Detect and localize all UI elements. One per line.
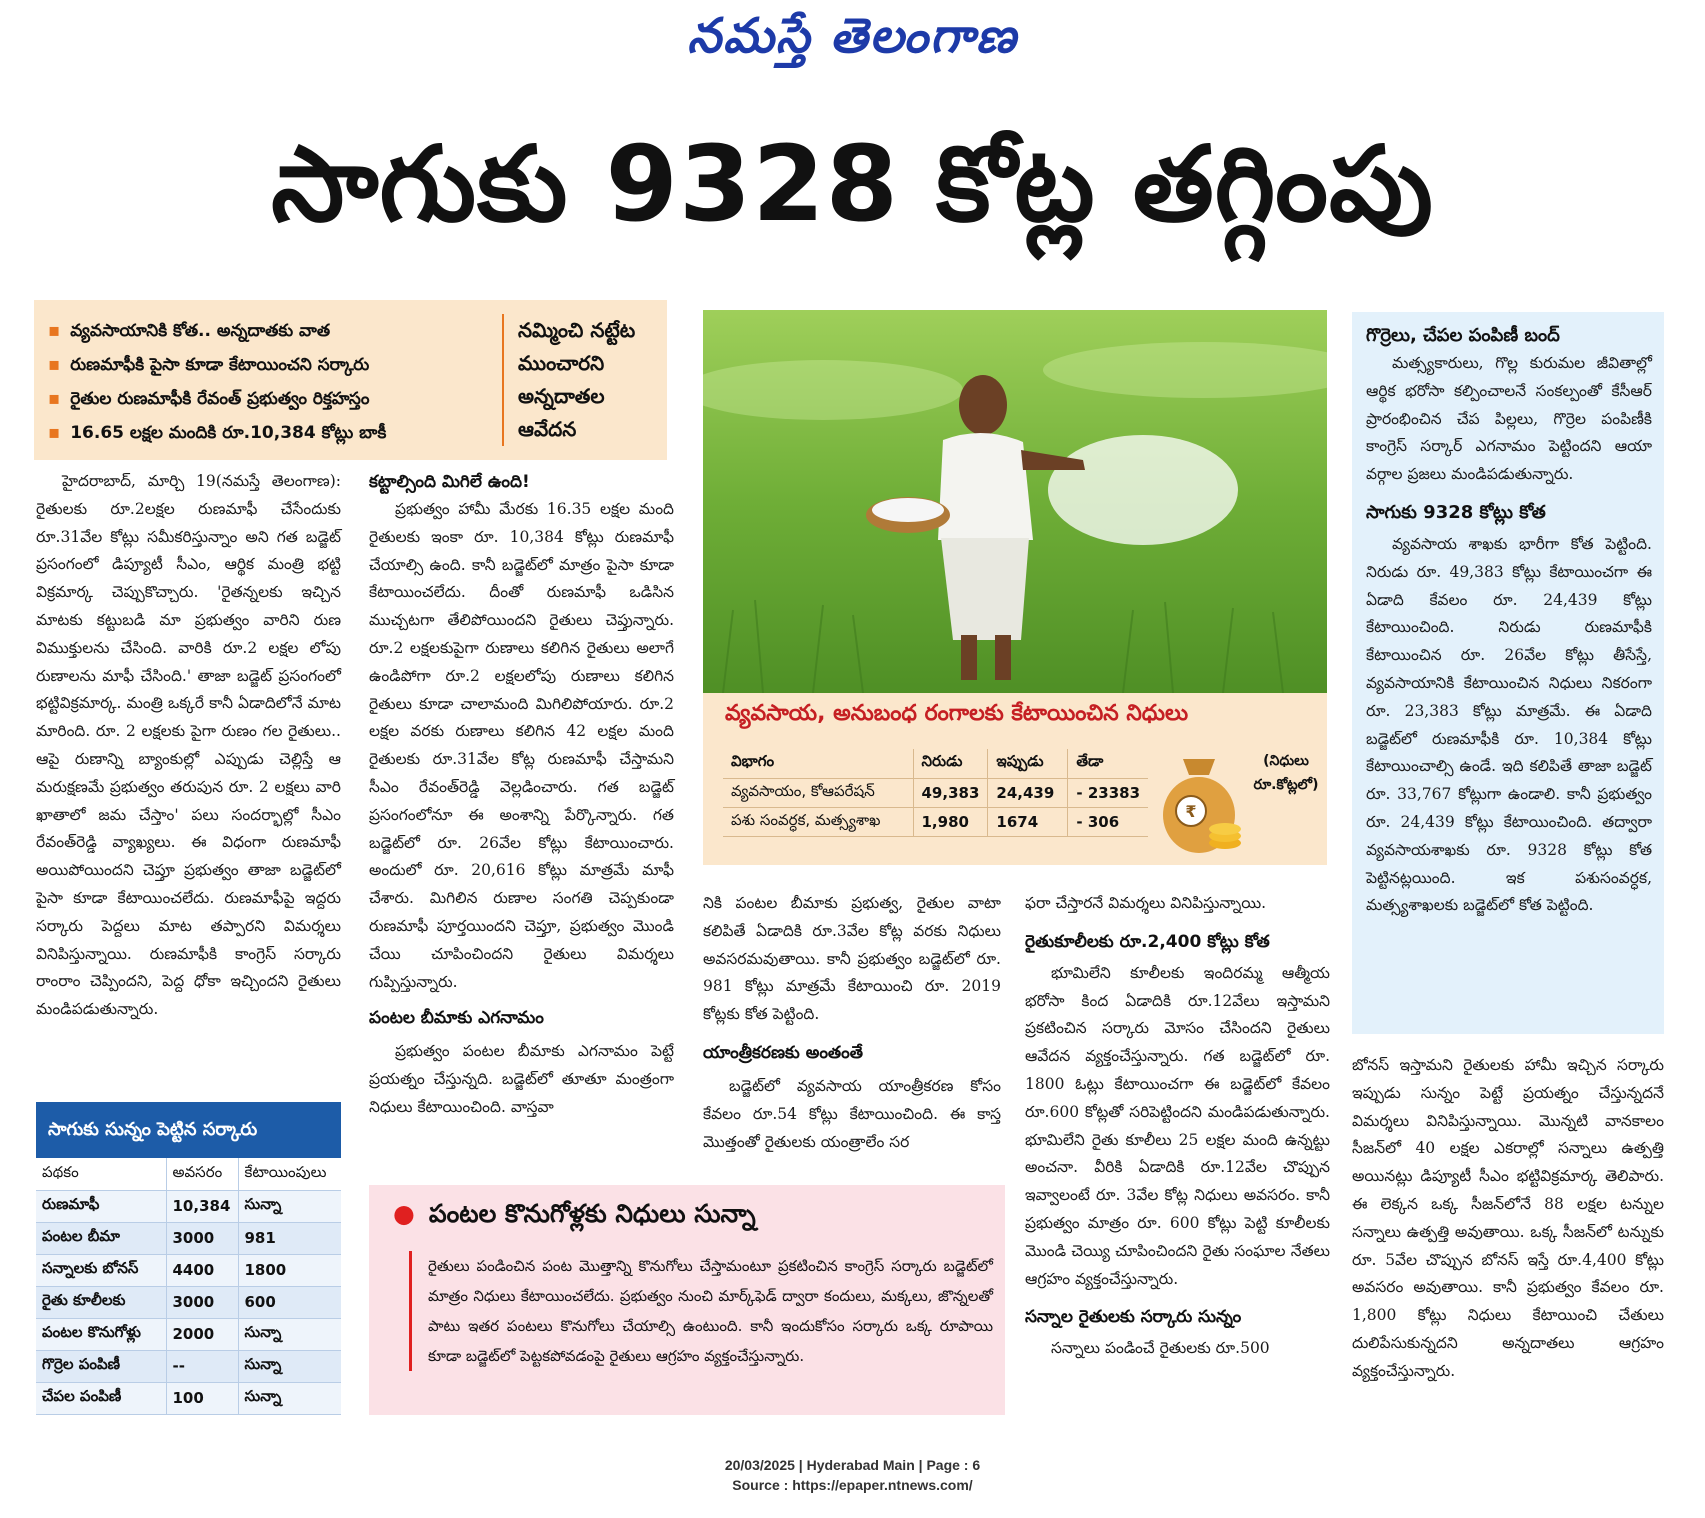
table-cell: రైతు కూలీలకు: [36, 1286, 166, 1318]
table-row: [36, 1286, 341, 1318]
table-cell: చేపల పంపిణీ: [36, 1382, 166, 1414]
table-cell: - 23383: [1068, 778, 1148, 807]
allocation-table-title: సాగుకు సున్నం పెట్టిన సర్కారు: [36, 1102, 341, 1158]
headline: సాగుకు 9328 కోట్ల తగ్గింపు: [271, 123, 1434, 245]
table-header-cell: కేటాయింపులు: [238, 1158, 341, 1190]
table-cell: 100: [166, 1382, 238, 1414]
table-cell: 1800: [238, 1254, 341, 1286]
table-cell: 600: [238, 1286, 341, 1318]
article-column-3: [703, 890, 1001, 1156]
article-column-2: [369, 468, 674, 1122]
table-row: [36, 1222, 341, 1254]
table-cell: 24,439: [988, 778, 1068, 807]
crop-procurement-box: [369, 1185, 1005, 1415]
article-paragraph: ప్రభుత్వం హామీ మేరకు 16.35 లక్షల మంది రైతులకు ఇంకా రూ. 10,384 కోట్లు రుణమాఫీ చేయాల్సి ఉంది. కానీ బడ్జెట్‌లో మాత్రం పైసా కూడా కేటాయించలేదు. దీంతో రుణమాఫీ ఒడిసిన ముచ్చటగా తేలిపోయిందని రైతులు చెప్తున్నారు. రూ.2 లక్షలకుపైగా రుణాలు కలిగిన రైతులు అలాగే ఉండిపోగా రూ.2 లక్షలలోపు రుణాలు కలిగిన రైతులు కూడా చాలామంది మిగిలిపోయారు. రూ.2 లక్షల వరకు రుణాలు కలిగిన 42 లక్షల మంది రైతులకు రూ.31వేల కోట్ల రుణమాఫీ చేస్తామని సీఎం రేవంత్‌రెడ్డి వెల్లడించారు. గత బడ్జెట్ ప్రసంగంలోనూ ఈ అంశాన్ని పేర్కొన్నారు. గత బడ్జెట్‌లో రూ. 26వేల కోట్లు కేటాయించారు. అందులో రూ. 20,616 కోట్లు మాత్రమే మాఫీ చేశారు. మిగిలిన రుణాల సంగతి చెప్పకుండా రుణమాఫీ పూర్తయిందని చెప్తూ, ప్రభుత్వం మొండి చేయి చూపించిందని రైతులు విమర్శలు గుప్పిస్తున్నారు.: [369, 500, 674, 991]
newspaper-masthead: నమస్తే తెలంగాణ: [687, 8, 1018, 64]
table-cell: పశు సంవర్ధక, మత్స్యశాఖ: [723, 807, 913, 836]
article-paragraph: బోనస్ ఇస్తామని రైతులకు హామీ ఇచ్చిన సర్కారు ఇప్పుడు సున్నం పెట్టే ప్రయత్నం చేస్తున్నదనే విమర్శలు వినిపిస్తున్నాయి. మొన్నటి వానకాలం సీజన్‌లో 40 లక్షల ఎకరాల్లో సన్నాలు ఉత్పత్తి అయినట్లు డిప్యూటీ సీఎం భట్టివిక్రమార్క తెలిపారు. ఈ లెక్కన ఒక్క సీజన్‌లోనే 88 లక్షల టన్నుల సన్నాలు ఉత్పత్తి అవుతాయి. ఒక్క సీజన్‌లో టన్నుకు రూ. 5వేల చొప్పున బోనస్ ఇస్తే రూ.4,400 కోట్లు అవసరం అవుతాయి. కానీ ప్రభుత్వం కేవలం రూ. 1,800 కోట్లు నిధులు కేటాయించి చేతులు దులిపేసుకున్నదని అన్నదాతలు ఆగ్రహం వ్యక్తంచేస్తున్నారు.: [1352, 1056, 1664, 1380]
article-paragraph: హైదరాబాద్, మార్చి 19(నమస్తే తెలంగాణ): రైతులకు రూ.2లక్షల రుణమాఫీ చేసేందుకు రూ.31వేల కోట్లు సమీకరిస్తున్నాం అని గత బడ్జెట్ ప్రసంగంలో డిప్యూటీ సీఎం, ఆర్థిక మంత్రి భట్టి విక్రమార్క చెప్పుకొచ్చారు. 'రైతన్నలకు ఇచ్చిన మాటకు కట్టుబడి మా ప్రభుత్వం వారిని రుణ విముక్తులను చేసింది. వారికి రూ.2 లక్షల లోపు రుణాలను మాఫీ చేసింది.' తాజా బడ్జెట్ ప్రసంగంలో భట్టివిక్రమార్క. మంత్రి ఒక్కరే కానీ ఏడాదిలోనే మాట మారింది. రూ. 2 లక్షలకు పైగా రుణం గల రైతులు.. ఆపై రుణాన్ని బ్యాంకుల్లో ఎప్పుడు చెల్లిస్తే ఆ మరుక్షణమే ప్రభుత్వం తరుపున రూ. 2 లక్షలు వారి ఖాతాలో జమ చేస్తాం' పలు సందర్భాల్లో సీఎం రేవంత్‌రెడ్డి వ్యాఖ్యలు. ఈ విధంగా రుణమాఫీ అయిపోయిందని చెప్తూ ప్రభుత్వం తాజా బడ్జెట్‌లో పైసా కూడా కేటాయించలేదు. రుణమాఫీపై ఇద్దరు సర్కారు పెద్దలు మాట తప్పారని విమర్శలు వినిపిస్తున్నాయి. రుణమాఫీకి కాంగ్రెస్ సర్కారు రాంరాం చెప్పిందని, పెద్ద ధోకా ఇచ్చిందని రైతులు మండిపడుతున్నారు.: [36, 472, 341, 1019]
box-title: [393, 1199, 756, 1235]
table-cell: సున్నా: [238, 1382, 341, 1414]
table-cell: 4400: [166, 1254, 238, 1286]
funds-table: [723, 749, 1148, 837]
table-cell: 3000: [166, 1222, 238, 1254]
table-row: [36, 1350, 341, 1382]
article-paragraph: నికి పంటల బీమాకు ప్రభుత్వ, రైతుల వాటా కలిపితే ఏడాదికి రూ.3వేల కోట్ల వరకు నిధులు అవసరమవుతాయి. కానీ ప్రభుత్వం బడ్జెట్‌లో రూ. 981 కోట్లు మాత్రమే కేటాయించి రూ. 2019 కోట్లకు కోత పెట్టింది.: [703, 894, 1001, 1024]
table-cell: సున్నా: [238, 1350, 341, 1382]
subheading: పంటల బీమాకు ఎగనామం: [369, 1008, 544, 1029]
table-header-cell: ఇప్పుడు: [988, 749, 1068, 778]
table-cell: --: [166, 1350, 238, 1382]
page-footer: [0, 1455, 1705, 1495]
table-cell: పంటల కొనుగోళ్లు: [36, 1318, 166, 1350]
table-cell: వ్యవసాయం, కోఆపరేషన్: [723, 778, 913, 807]
allocation-table: [36, 1158, 341, 1415]
table-header-cell: అవసరం: [166, 1158, 238, 1190]
table-row: [36, 1318, 341, 1350]
table-cell: 1,980: [913, 807, 988, 836]
article-column-5: [1352, 1052, 1664, 1386]
table-row: [723, 807, 1148, 836]
table-cell: 3000: [166, 1286, 238, 1318]
table-cell: సన్నాలకు బోనస్: [36, 1254, 166, 1286]
highlights-list: [48, 314, 488, 450]
article-paragraph: ఫరా చేస్తారనే విమర్శలు వినిపిస్తున్నాయి.: [1025, 894, 1267, 912]
farmer-photo: [703, 310, 1327, 693]
article-paragraph: భూమిలేని కూలీలకు ఇందిరమ్మ ఆత్మీయ భరోసా కింద ఏడాదికి రూ.12వేలు ఇస్తామని ప్రకటించిన సర్కారు మోసం చేసిందని రైతులు ఆవేదన వ్యక్తంచేస్తున్నారు. గత బడ్జెట్‌లో రూ. 1800 ఓట్లు కేటాయించగా ఈ బడ్జెట్‌లో కేవలం రూ.600 కోట్లతో సరిపెట్టిందని మండిపడుతున్నారు. భూమిలేని రైతు కూలీలు 25 లక్షల మంది ఉన్నట్టు అంచనా. వీరికి ఏడాదికి రూ.12వేల చొప్పున ఇవ్వాలంటే రూ. 3వేల కోట్ల నిధులు అవసరం. కానీ ప్రభుత్వం మాత్రం రూ. 600 కోట్లు పెట్టి కూలీలకు మొండి చెయ్యి చూపించిందని రైతు సంఘాల నేతలు ఆగ్రహం వ్యక్తంచేస్తున్నారు.: [1025, 963, 1330, 1288]
highlights-side-text: నమ్మించి నట్టేట ముంచారని అన్నదాతల ఆవేదన: [502, 314, 662, 446]
highlight-item: ▪ 16.65 లక్షల మందికి రూ.10,384 కోట్లు బాకీ: [48, 416, 488, 450]
table-cell: గొర్రెల పంపిణీ: [36, 1350, 166, 1382]
box-title-text: పంటల కొనుగోళ్లకు నిధులు సున్నా: [428, 1199, 756, 1228]
table-cell: 981: [238, 1222, 341, 1254]
table-cell: 1674: [988, 807, 1068, 836]
article-paragraph: ప్రభుత్వం పంటల బీమాకు ఎగనామం పెట్టే ప్రయత్నం చేస్తున్నది. బడ్జెట్‌లో తూతూ మంత్రంగా నిధులు కేటాయించింది. వాస్తవా: [369, 1042, 674, 1116]
bullet-icon: ●: [393, 1199, 415, 1228]
article-column-4: [1025, 890, 1330, 1363]
table-row: [36, 1254, 341, 1286]
sidebar-box: [1352, 312, 1664, 1034]
table-header-row: [36, 1158, 341, 1190]
svg-text:₹: ₹: [1185, 802, 1197, 821]
sidebar-content: [1366, 322, 1652, 920]
table-header-cell: నిరుడు: [913, 749, 988, 778]
table-cell: 10,384: [166, 1190, 238, 1222]
table-header-cell: విభాగం: [723, 749, 913, 778]
highlights-box: [34, 300, 667, 460]
highlight-item: ▪ వ్యవసాయానికి కోత.. అన్నదాతకు వాత: [48, 314, 488, 348]
article-paragraph: బడ్జెట్‌లో వ్యవసాయ యాంత్రీకరణ కోసం కేవలం రూ.54 కోట్లు కేటాయించింది. ఈ కాస్త మొత్తంతో రైతులకు యంత్రాలేం సర: [703, 1076, 1001, 1151]
table-cell: పంటల బీమా: [36, 1222, 166, 1254]
article-paragraph: సన్నాలు పండించే రైతులకు రూ.500: [1051, 1339, 1270, 1358]
table-header-cell: తేడా: [1068, 749, 1148, 778]
table-cell: - 306: [1068, 807, 1148, 836]
subheading: కట్టాల్సింది మిగిలే ఉంది!: [369, 472, 530, 492]
highlight-item: ▪ రుణమాఫీకి పైసా కూడా కేటాయించని సర్కారు: [48, 348, 488, 382]
table-cell: 49,383: [913, 778, 988, 807]
funds-note: (నిధులు రూ.కోట్లలో): [1253, 753, 1319, 793]
table-row: [723, 778, 1148, 807]
table-cell: సున్నా: [238, 1190, 341, 1222]
article-paragraph: మత్స్యకారులు, గొల్ల కురుమల జీవితాల్లో ఆర్థిక భరోసా కల్పించాలనే సంకల్పంతో కేసీఆర్ ప్రారంభించిన చేప పిల్లలు, గొర్రెల పంపిణీకి కాంగ్రెస్ సర్కార్ ఎగనామం పెట్టిందని ఆయా వర్గాల ప్రజలు మండిపడుతున్నారు.: [1366, 354, 1652, 484]
subheading: సన్నాల రైతులకు సర్కారు సున్నం: [1025, 1307, 1242, 1328]
footer-date-edition: 20/03/2025 | Hyderabad Main | Page : 6: [724, 1457, 981, 1473]
table-cell: 2000: [166, 1318, 238, 1350]
box-body: రైతులు పండించిన పంట మొత్తాన్ని కొనుగోలు చేస్తామంటూ ప్రకటించిన కాంగ్రెస్ సర్కారు బడ్జెట్‌లో మాత్రం నిధులు కేటాయించలేదు. ప్రభుత్వం నుంచి మార్క్‌ఫెడ్ ద్వారా కందులు, మక్కలు, జొన్నలతో పాటు ఇతర పంటలు కొనుగోలు చేయాల్సి ఉంటుంది. కానీ ఇందుకోసం సర్కారు ఒక్క రూపాయి కూడా బడ్జెట్‌లో పెట్టకపోవడంపై రైతులు ఆగ్రహం వ్యక్తంచేస్తున్నారు.: [409, 1251, 993, 1371]
table-header-row: [723, 749, 1148, 778]
subheading: యాంత్రీకరణకు అంతంతే: [703, 1042, 864, 1063]
subheading: గొర్రెలు, చేపల పంపిణీ బంద్: [1366, 325, 1560, 346]
highlight-item: ▪ రైతుల రుణమాఫీకి రేవంత్ ప్రభుత్వం రిక్తహస్తం: [48, 382, 488, 416]
funds-table-box: [703, 693, 1327, 865]
table-cell: రుణమాఫీ: [36, 1190, 166, 1222]
table-header-cell: పథకం: [36, 1158, 166, 1190]
article-column-1: [36, 468, 341, 1024]
article-paragraph: వ్యవసాయ శాఖకు భారీగా కోత పెట్టింది. నిరుడు రూ. 49,383 కోట్లు కేటాయించగా ఈ ఏడాది కేవలం రూ. 24,439 కోట్లు కేటాయించింది. నిరుడు రుణమాఫీకి కేటాయించిన రూ. 26వేల కోట్లు తీసేస్తే, వ్యవసాయానికి కేటాయించిన నిధులు నికరంగా రూ. 23,383 కోట్లు మాత్రమే. ఈ ఏడాది బడ్జెట్‌లో రుణమాఫీకి రూ. 10,384 కోట్లు కేటాయించాల్సి ఉండే. ఇది కలిపితే తాజా బడ్జెట్ రూ. 33,767 కోట్లుగా ఉండాలి. కానీ ప్రభుత్వం రూ. 24,439 కోట్లు కేటాయించింది. తద్వారా వ్యవసాయశాఖకు రూ. 9328 కోట్లు కోత పెట్టినట్లయింది. ఇక పశుసంవర్ధక, మత్స్యశాఖలకు బడ్జెట్‌లో కోత పెట్టింది.: [1366, 534, 1652, 915]
funds-table-title: వ్యవసాయ, అనుబంధ రంగాలకు కేటాయించిన నిధులు: [725, 701, 1189, 726]
money-bag-icon: [1153, 739, 1245, 859]
subheading: రైతుకూలీలకు రూ.2,400 కోట్లు కోత: [1025, 931, 1270, 952]
allocation-table-box: [36, 1102, 341, 1415]
table-cell: సున్నా: [238, 1318, 341, 1350]
subheading: సాగుకు 9328 కోట్లు కోత: [1366, 501, 1546, 523]
table-row: [36, 1190, 341, 1222]
footer-source: Source : https://epaper.ntnews.com/: [732, 1477, 973, 1493]
table-row: [36, 1382, 341, 1414]
farmer-sowing-image: [703, 310, 1327, 693]
